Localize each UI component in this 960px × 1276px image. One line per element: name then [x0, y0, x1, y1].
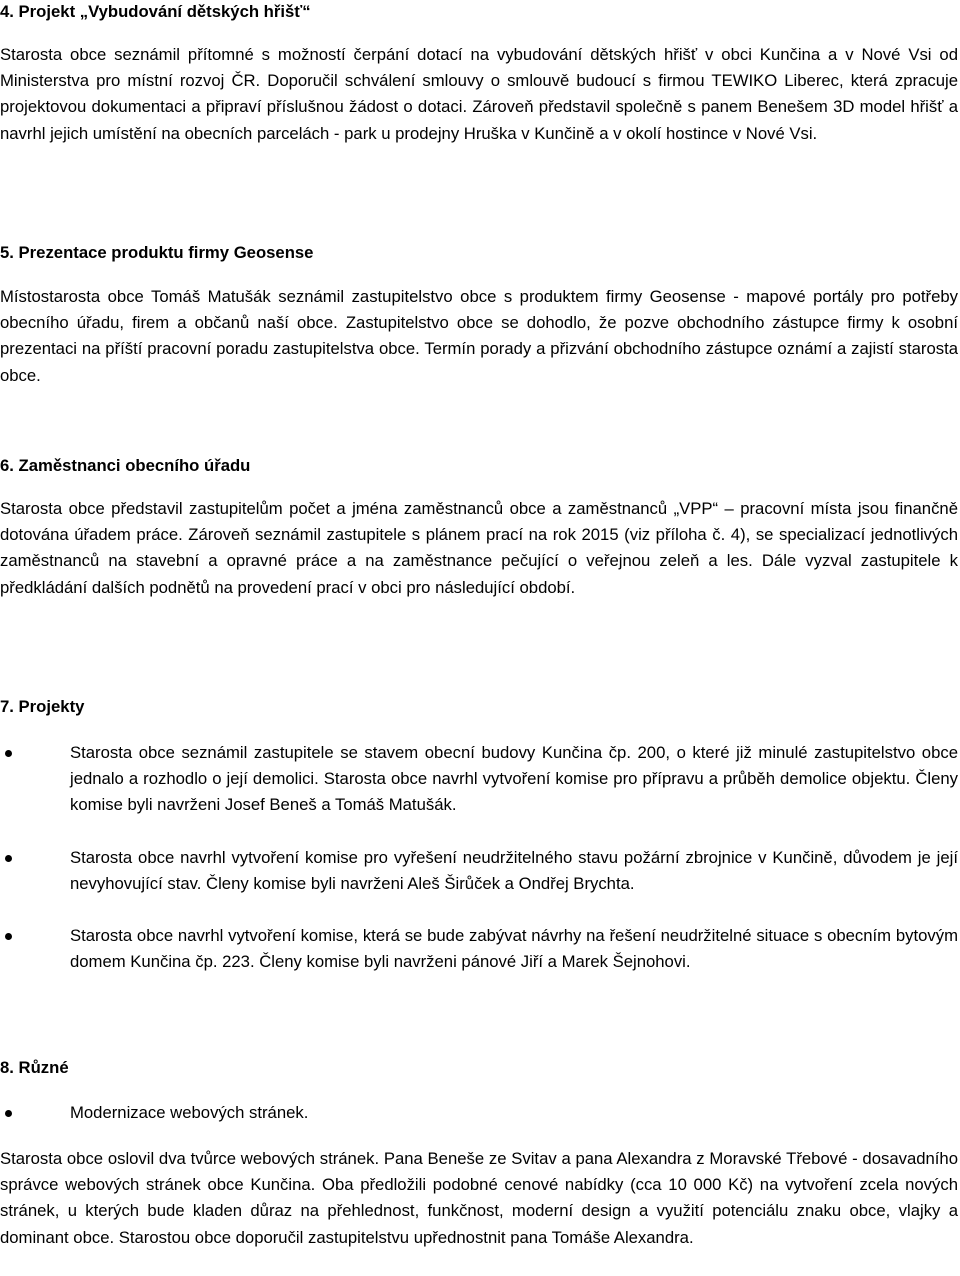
section-5-paragraph: Místostarosta obce Tomáš Matušák seznámil zastupitelstvo obce s produktem firmy Geosense - mapové portály pro potřeby obecního úřadu, firem a občanů naší obce. Zastupitelstvo obce se dohodlo, že pozve obchodního zástupce firmy k osobní prezentaci na příští pracovní poradu zastupitelstva obce. Termín porady a přizvání obchodního zástupce oznámí a zajistí starosta obce.	[0, 287, 958, 385]
bullet-icon	[5, 855, 12, 862]
section-7-heading: 7. Projekty	[0, 697, 85, 716]
list-item-text: Starosta obce seznámil zastupitele se stavem obecní budovy Kunčina čp. 200, o které již minulé zastupitelstvo obce jednalo a rozhodlo o její demolici. Starosta obce navrhl vytvoření komise pro přípravu a průběh demolice objektu. Členy komise byli navrženi Josef Beneš a Tomáš Matušák.	[70, 743, 958, 815]
section-8-heading: 8. Různé	[0, 1058, 69, 1077]
section-6-heading: 6. Zaměstnanci obecního úřadu	[0, 456, 251, 475]
section-4-paragraph: Starosta obce seznámil přítomné s možností čerpání dotací na vybudování dětských hřišť v obci Kunčina a v Nové Vsi od Ministerstva pro místní rozvoj ČR. Doporučil schválení smlouvy o smlouvě budoucí s firmou TEWIKO Liberec, která zpracuje projektovou dokumentaci a připraví příslušnou žádost o dotaci. Zároveň představil společně s panem Benešem 3D model hřišť a navrhl jejich umístění na obecních parcelách - park u prodejny Hruška v Kunčině a v okolí hostince v Nové Vsi.	[0, 45, 958, 143]
list-item-text: Starosta obce navrhl vytvoření komise, která se bude zabývat návrhy na řešení neudržitelné situace s obecním bytovým domem Kunčina čp. 223. Členy komise byli navrženi pánové Jiří a Marek Šejnohovi.	[70, 926, 958, 972]
section-6-paragraph: Starosta obce představil zastupitelům počet a jména zaměstnanců obce a zaměstnanců „VPP“ – pracovní místa jsou finančně dotována úřadem práce. Zároveň seznámil zastupitele s plánem prací na rok 2015 (viz příloha č. 4), se specializací jednotlivých zaměstnanců na stavební a opravné práce a na zaměstnance pečující o veřejnou zeleň a les. Dále vyzval zastupitele k předkládání dalších podnětů na provedení prací v obci pro následující období.	[0, 499, 958, 597]
bullet-icon	[5, 750, 12, 757]
list-item-text: Starosta obce navrhl vytvoření komise pro vyřešení neudržitelného stavu požární zbrojnice v Kunčině, důvodem je její nevyhovující stav. Členy komise byli navrženi Aleš Širůček a Ondřej Brychta.	[70, 848, 958, 894]
bullet-icon	[5, 933, 12, 940]
bullet-icon	[5, 1110, 12, 1117]
section-4-heading: 4. Projekt „Vybudování dětských hřišť“	[0, 2, 311, 21]
section-5-heading: 5. Prezentace produktu firmy Geosense	[0, 243, 314, 262]
list-item-text: Modernizace webových stránek.	[70, 1103, 309, 1122]
section-8-paragraph: Starosta obce oslovil dva tvůrce webových stránek. Pana Beneše ze Svitav a pana Alexandra z Moravské Třebové - dosavadního správce webových stránek obce Kunčina. Oba předložili podobné cenové nabídky (cca 10 000 Kč) na vytvoření zcela nových stránek, u kterých bude kladen důraz na přehlednost, funkčnost, moderní design a využití potenciálu znaku obce, vlajky a dominant obce. Starostou obce doporučil zastupitelstvu upřednostnit pana Tomáše Alexandra.	[0, 1149, 958, 1247]
